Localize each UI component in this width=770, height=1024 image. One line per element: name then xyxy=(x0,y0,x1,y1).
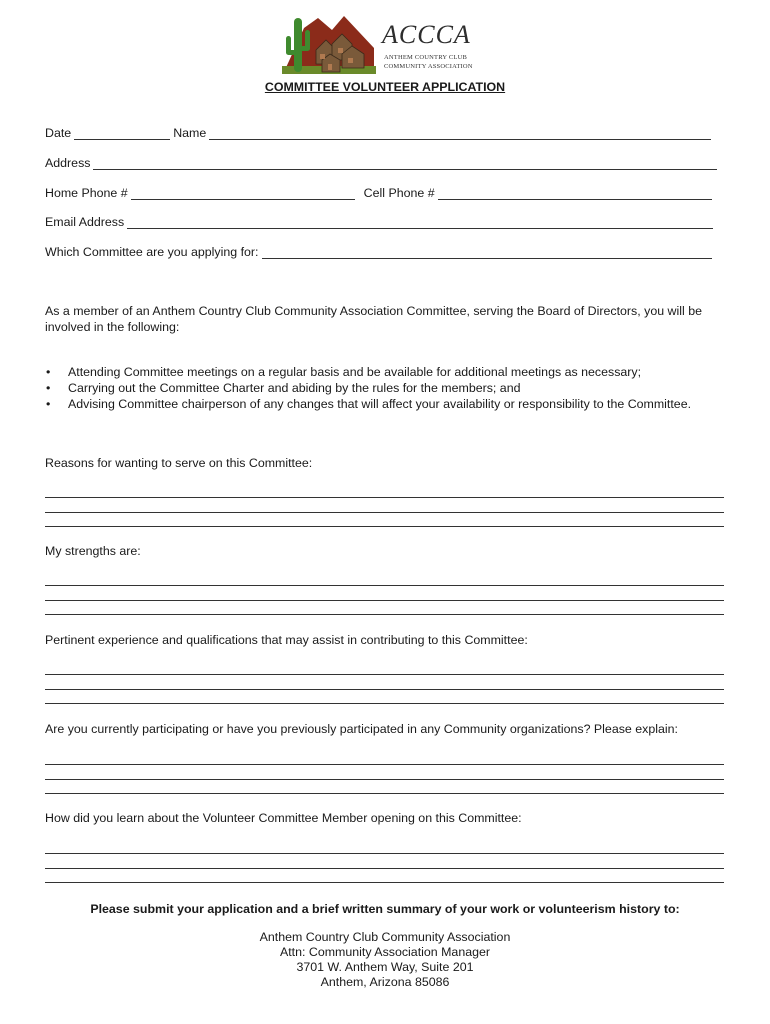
answer-line[interactable] xyxy=(45,614,724,615)
accca-logo xyxy=(282,10,478,76)
committee-label: Which Committee are you applying for: xyxy=(45,245,259,259)
date-field[interactable] xyxy=(74,127,170,140)
mailing-address xyxy=(0,930,770,990)
answer-line[interactable] xyxy=(45,512,724,513)
intro-paragraph: As a member of an Anthem Country Club Community Association Committee, serving the Board of Directors, you will be involved in the following: xyxy=(45,304,702,334)
question-strengths: My strengths are: xyxy=(45,544,141,558)
email-field[interactable] xyxy=(127,216,713,229)
committee-field[interactable] xyxy=(262,246,712,259)
answer-line[interactable] xyxy=(45,674,724,675)
address-field[interactable] xyxy=(93,157,717,170)
question-participation: Are you currently participating or have you previously participated in any Community organizations? Please explain: xyxy=(45,722,678,736)
committee-row xyxy=(45,243,715,259)
phone-row xyxy=(45,184,715,200)
name-label: Name xyxy=(173,126,207,140)
answer-line[interactable] xyxy=(45,793,724,794)
logo-subtitle-line1: ANTHEM COUNTRY CLUB xyxy=(384,54,468,61)
answer-line[interactable] xyxy=(45,497,724,498)
answer-line[interactable] xyxy=(45,868,724,869)
answer-line[interactable] xyxy=(45,882,724,883)
question-reasons: Reasons for wanting to serve on this Committee: xyxy=(45,456,313,470)
address-line: Anthem, Arizona 85086 xyxy=(320,975,450,989)
answer-line[interactable] xyxy=(45,689,724,690)
logo-subtitle-line2: COMMUNITY ASSOCIATION xyxy=(384,63,473,70)
home-phone-field[interactable] xyxy=(131,187,355,200)
cell-phone-field[interactable] xyxy=(438,187,712,200)
date-label: Date xyxy=(45,126,72,140)
answer-line[interactable] xyxy=(45,585,724,586)
question-experience: Pertinent experience and qualifications that may assist in contributing to this Committee: xyxy=(45,633,528,647)
question-referral: How did you learn about the Volunteer Committee Member opening on this Committee: xyxy=(45,811,522,825)
address-label: Address xyxy=(45,156,91,170)
logo-emblem-icon xyxy=(282,10,382,76)
list-item: • Attending Committee meetings on a regular basis and be available for additional meetings as necessary; xyxy=(45,364,735,380)
answer-line[interactable] xyxy=(45,703,724,704)
email-label: Email Address xyxy=(45,215,125,229)
submit-note: Please submit your application and a brief written summary of your work or volunteerism history to: xyxy=(90,902,680,916)
date-name-row xyxy=(45,124,714,140)
logo-acronym: ACCCA xyxy=(382,20,471,49)
answer-line[interactable] xyxy=(45,853,724,854)
page-title: COMMITTEE VOLUNTEER APPLICATION xyxy=(264,80,506,94)
answer-line[interactable] xyxy=(45,526,724,527)
cell-phone-label: Cell Phone # xyxy=(363,186,435,200)
name-field[interactable] xyxy=(209,127,711,140)
responsibilities-list xyxy=(45,364,735,412)
home-phone-label: Home Phone # xyxy=(45,186,128,200)
answer-line[interactable] xyxy=(45,600,724,601)
list-item: • Advising Committee chairperson of any changes that will affect your availability or responsibility to the Committee. xyxy=(45,396,735,412)
address-row xyxy=(45,154,720,170)
list-item: • Carrying out the Committee Charter and abiding by the rules for the members; and xyxy=(45,380,735,396)
address-line: Attn: Community Association Manager xyxy=(279,945,491,959)
email-row xyxy=(45,213,716,229)
answer-line[interactable] xyxy=(45,779,724,780)
address-line: 3701 W. Anthem Way, Suite 201 xyxy=(296,960,474,974)
address-line: Anthem Country Club Community Association xyxy=(259,930,511,944)
answer-line[interactable] xyxy=(45,764,724,765)
